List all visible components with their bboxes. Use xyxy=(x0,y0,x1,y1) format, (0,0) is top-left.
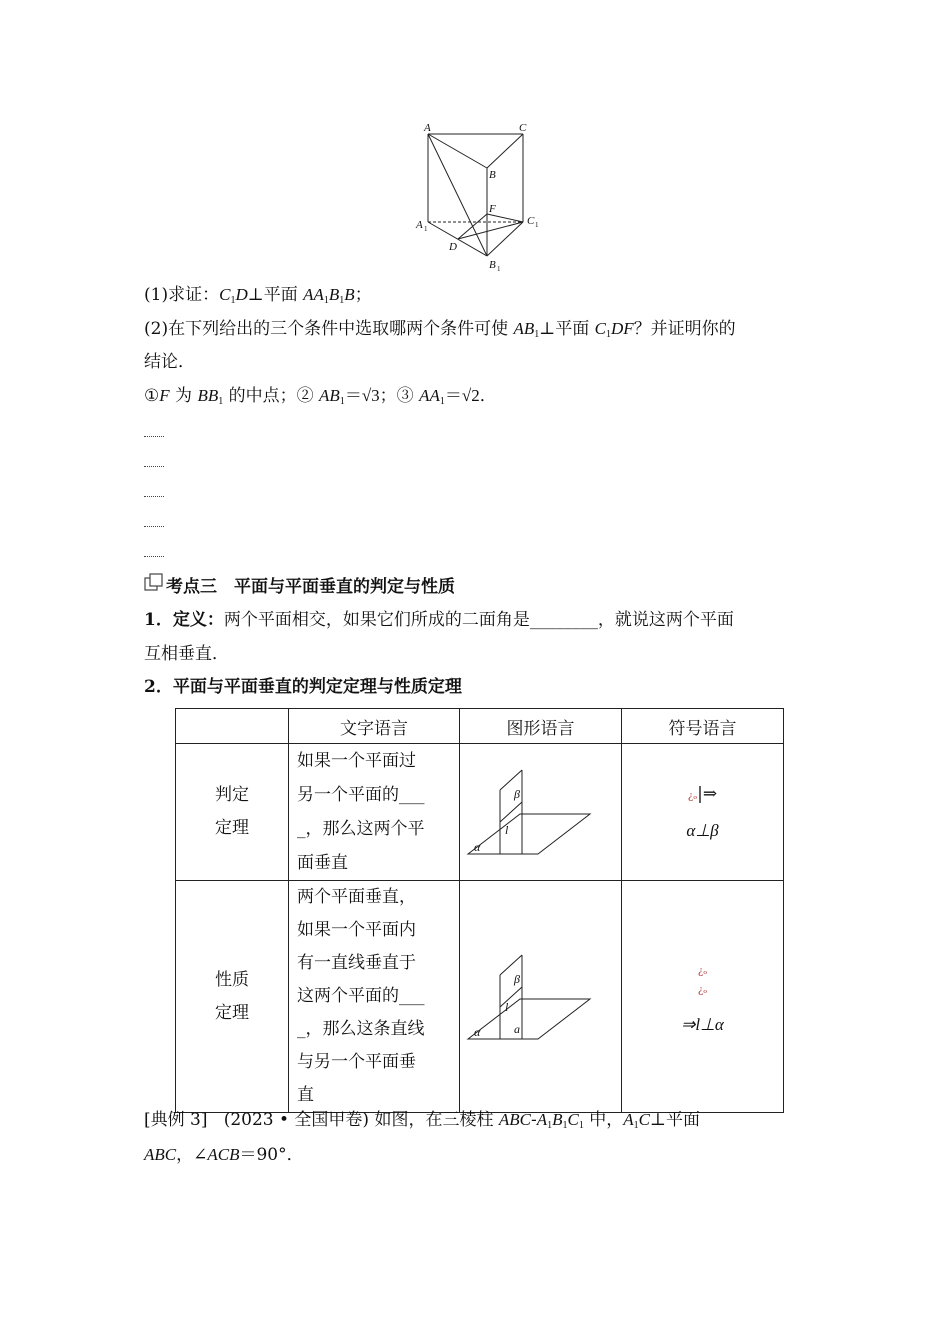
prism-figure xyxy=(405,118,555,278)
label-C1: C xyxy=(527,215,535,227)
header-symbol: 符号语言 xyxy=(622,709,784,744)
svg-text:a: a xyxy=(514,1021,520,1036)
example-line-1: [典例 3] (2023 • 全国甲卷) 如图，在三棱柱 ABC-$A_1B_1C_1$ 中，$A_1C\perp$平面 xyxy=(144,1110,700,1131)
svg-text:1: 1 xyxy=(497,265,501,273)
row-figure-judge xyxy=(460,744,622,881)
row-name-judge: 判定 定理 xyxy=(176,744,289,881)
label-F: F xyxy=(489,203,496,215)
row-figure-property xyxy=(460,881,622,1113)
item-2-title: 2．平面与平面垂直的判定定理与性质定理 xyxy=(144,677,462,697)
example-line-2: ABC，∠ACB＝90°． xyxy=(144,1145,304,1165)
header-text: 文字语言 xyxy=(289,709,460,744)
section-title: 考点三 平面与平面垂直的判定与性质 xyxy=(166,577,455,597)
answer-line xyxy=(144,488,164,497)
row-text-judge: 如果一个平面过 另一个平面的___ _，那么这两个平 面垂直 xyxy=(289,744,460,881)
label-A: A xyxy=(424,122,431,134)
label-B1: B xyxy=(489,259,496,271)
sqrt-icon: √ xyxy=(361,386,372,405)
svg-text:α: α xyxy=(474,1024,481,1039)
row-symbol-property: ¿ₒ ¿ₒ ⇒l⊥α xyxy=(622,881,784,1113)
label-D: D xyxy=(449,241,457,253)
answer-line xyxy=(144,458,164,467)
svg-text:β: β xyxy=(514,971,520,986)
answer-line xyxy=(144,428,164,437)
definition-line: 1．定义：两个平面相交，如果它们所成的二面角是________，就说这两个平面 xyxy=(144,610,734,630)
problem-part2-cont: 结论． xyxy=(144,352,195,372)
theorem-table xyxy=(175,708,784,1113)
answer-line xyxy=(144,548,164,557)
label-A1: A xyxy=(416,219,423,231)
problem-part1: (1)求证：$C_1D\perp$平面 $AA_1B_1B$； xyxy=(144,285,372,306)
problem-part2: (2)在下列给出的三个条件中选取哪两个条件可使 $AB_1\perp$平面 $C_1DF$？并证明你的 xyxy=(144,319,736,340)
header-empty xyxy=(176,709,289,744)
row-text-property: 两个平面垂直， 如果一个平面内 有一直线垂直于 这两个平面的___ _，那么这条直线 与另一个平面垂 直 xyxy=(289,881,460,1113)
label-B: B xyxy=(489,169,496,181)
svg-text:l: l xyxy=(505,999,509,1014)
definition-line-2: 互相垂直． xyxy=(144,644,229,664)
sqrt-icon: √ xyxy=(461,386,472,405)
svg-text:1: 1 xyxy=(535,221,539,229)
svg-text:1: 1 xyxy=(424,225,428,233)
row-name-property: 性质 定理 xyxy=(176,881,289,1113)
answer-line xyxy=(144,518,164,527)
svg-text:α: α xyxy=(474,840,481,854)
section-icon xyxy=(144,573,164,591)
problem-conditions: ①F 为 $BB_1$ 的中点；② $AB_1=√3$；③ $AA_1=√2$． xyxy=(144,386,497,407)
label-C: C xyxy=(519,122,527,134)
svg-text:β: β xyxy=(514,787,520,801)
svg-text:l: l xyxy=(505,823,509,837)
row-symbol-judge: ¿ₒ|⇒ α⊥β xyxy=(622,744,784,881)
header-figure: 图形语言 xyxy=(460,709,622,744)
